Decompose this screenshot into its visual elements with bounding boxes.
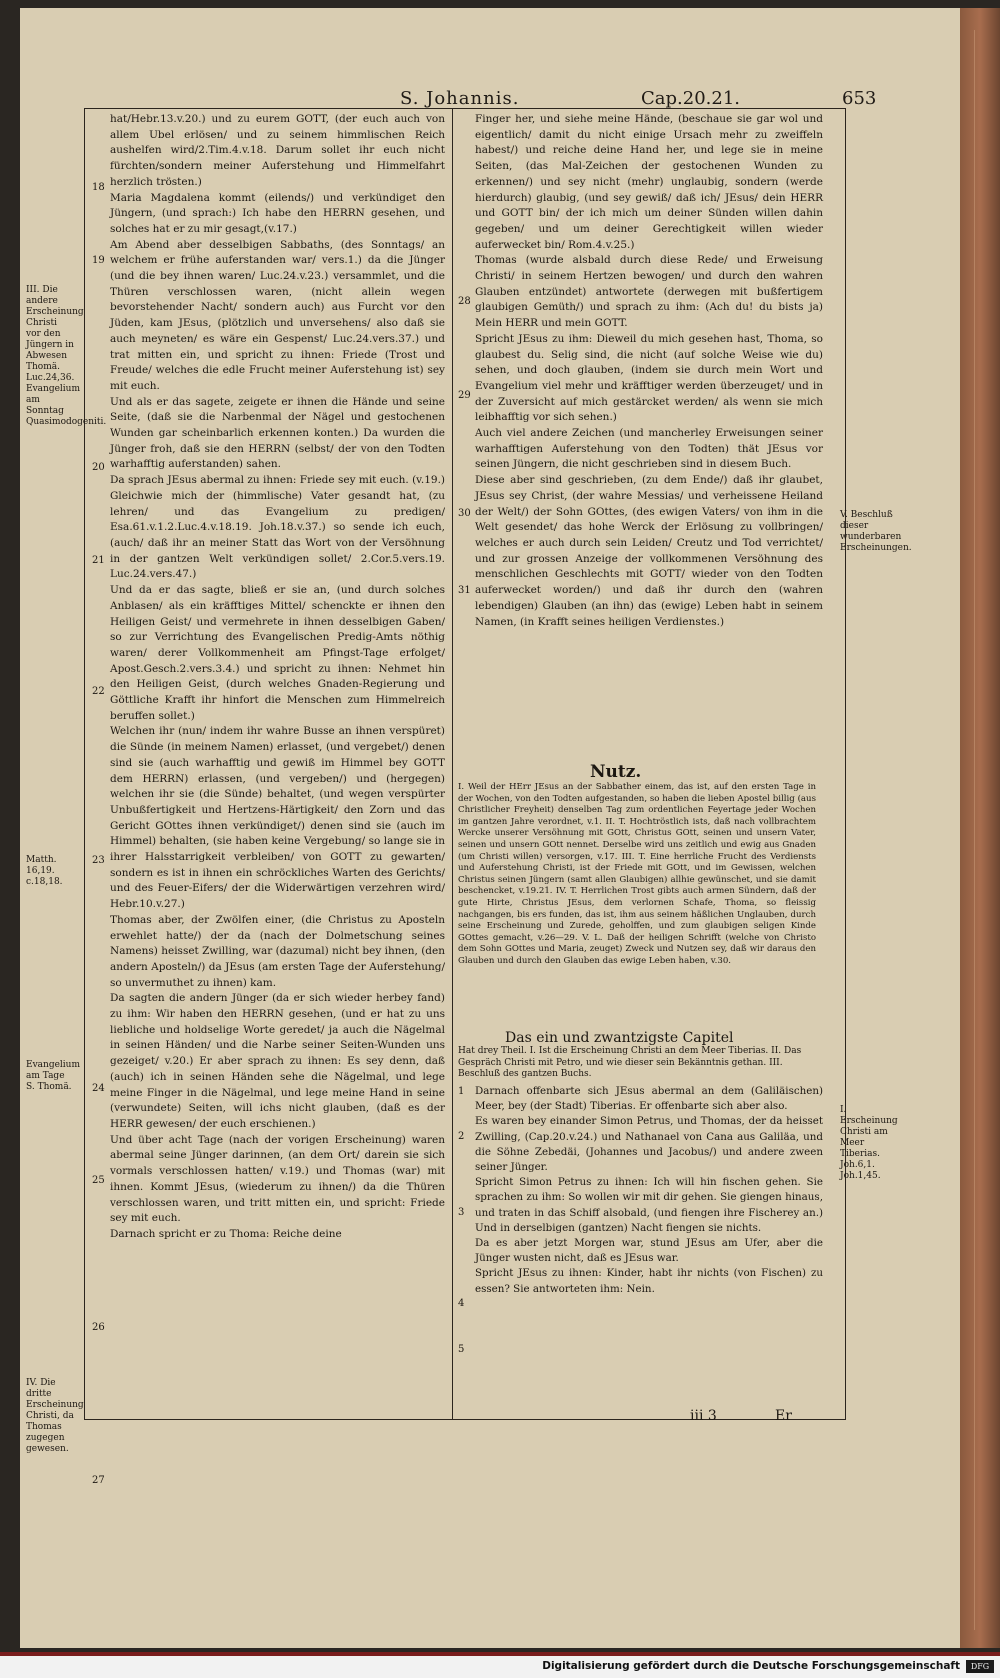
digitization-banner <box>0 1656 1000 1678</box>
chapter-21-summary: Hat drey Theil. I. Ist die Erscheinung Christi an dem Meer Tiberias. II. Das Gespräch Christi mit Petro, und wie dieser sein Bekänntnis gethan. III. Beschluß des gantzen Buchs. <box>458 1046 802 1079</box>
right-column <box>475 112 823 630</box>
ch21-verse-5: Spricht JEsus zu ihnen: Kinder, habt ihr nichts (von Fischen) zu essen? Sie antworteten ihm: Nein. <box>475 1267 823 1295</box>
column-divider <box>452 108 453 1420</box>
chapter-21-title: Das ein und zwantzigste Capitel <box>505 1030 734 1046</box>
verse-number: 3 <box>458 1207 465 1218</box>
verse-number: 21 <box>92 555 105 566</box>
verse-number: 5 <box>458 1344 465 1355</box>
banner-text: Digitalisierung gefördert durch die Deutsche Forschungsgemeinschaft <box>542 1660 960 1672</box>
verse-number: 28 <box>458 296 471 307</box>
book-title: S. Johannis. <box>400 88 520 109</box>
chapter-ref: Cap.20.21. <box>641 88 740 109</box>
verse-number: 27 <box>92 1475 105 1486</box>
margin-note-tiberias: I. Erscheinung Christi am Meer Tiberias. Joh.6,1. Joh.1,45. <box>840 1105 898 1181</box>
verse-19: Am Abend aber desselbigen Sabbaths, (des Sonntags/ an welchem er frühe auferstanden war/ vers.1.) da die Jünger (und die bey ihnen waren/ Luc.24.v.23.) versammlet, und die Thüren verschlossen waren, (nicht allein wegen bevorstehender Nacht/ sondern auch) aus Furcht vor den Jüden, kam JEsus, (plötzlich und unversehens/ also daß sie auch meyneten/ es wäre ein Gespenst/ Luc.24.vers.37.) und trat mitten ein, und spricht zu ihnen: Friede (Trost und Freude/ welches die edle Frucht meiner Auferstehung ist) sey mit euch. <box>110 238 445 392</box>
verse-number: 22 <box>92 686 105 697</box>
chapter-21-verses <box>475 1084 823 1297</box>
page-number: 653 <box>842 88 877 109</box>
catchword: Er <box>775 1408 792 1424</box>
verse-number: 2 <box>458 1131 465 1142</box>
verse-29: Spricht JEsus zu ihm: Dieweil du mich gesehen hast, Thoma, so glaubest du. Selig sind, die nicht (auf solche Weise wie du) sehen, und doch glauben, (indem sie durch mein Wort und Evangelium viel mehr und kräfftiger werden überzeuget/ und in der Zuversicht auf mich gestärcket werden/ als wenn sie mich leibhafftig vor sich sehen.) <box>475 332 823 424</box>
verse-28: Thomas (wurde alsbald durch diese Rede/ und Erweisung Christi/ in seinem Hertzen bewogen/ und durch den wahren Glauben entzündet) antwortete (derwegen mit bußfertigem glaubigen Gemüth/) und sprach zu ihm: (Ach du! du bists ja) Mein HERR und mein GOTT. <box>475 254 823 330</box>
verse-31: Diese aber sind geschrieben, (zu dem Ende/) daß ihr glaubet, JEsus sey Christ, (der wahre Messias/ und verheissene Heiland der Welt/) der Sohn GOttes, (des ewigen Vaters/ von ihm in die Welt gesendet/ das hohe Werck der Erlösung zu vollbringen/ welches er auch durch sein Leiden/ Creutz und Tod verrichtet/ und zur grossen Anzeige der vollkommenen Versöhnung des menschlichen Geschlechts mit GOTT/ wieder von den Todten auferwecket worden/) und daß ihr durch den (wahren lebendigen) Glauben (an ihn) das (ewige) Leben habt in seinem Namen, (in Krafft seines heiligen Verdienstes.) <box>475 474 823 628</box>
verse-26: Und über acht Tage (nach der vorigen Erscheinung) waren abermal seine Jünger darinnen, (an dem Ort/ darein sie sich vormals verschlossen hatten/ v.19.) und Thomas (war) mit ihnen. Kommt JEsus, (wiederum zu ihnen/) da die Thüren verschlossen waren, und tritt mitten ein, und spricht: Friede sey mit euch. <box>110 1133 445 1225</box>
verse-number: 29 <box>458 390 471 401</box>
nutz-heading: Nutz. <box>590 762 642 782</box>
verse-number: 25 <box>92 1175 105 1186</box>
book-binding <box>960 8 1000 1648</box>
ch21-verse-3: Spricht Simon Petrus zu ihnen: Ich will hin fischen gehen. Sie sprachen zu ihm: So wollen wir mit dir gehen. Sie giengen hinaus, und traten in das Schiff alsobald, (und fiengen ihre Fischerey an.) Und in derselbigen (gantzen) Nacht fiengen sie nichts. <box>475 1176 823 1234</box>
verse-24: Thomas aber, der Zwölfen einer, (die Christus zu Aposteln erwehlet hatte/) der da (nach der Dolmetschung seines Namens) heisset Zwilling, war (dazumal) nicht bey ihnen, (den andern Aposteln/) da JEsus (am ersten Tage der Auferstehung/ so unvermuthet zu ihnen) kam. <box>110 913 445 989</box>
verse-number: 24 <box>92 1083 105 1094</box>
verse-number: 30 <box>458 508 471 519</box>
ch21-verse-4: Da es aber jetzt Morgen war, stund JEsus am Ufer, aber die Jünger wusten nicht, daß es JEsus war. <box>475 1237 823 1265</box>
verse-number: 1 <box>458 1086 465 1097</box>
verse-30: Auch viel andere Zeichen (und mancherley Erweisungen seiner warhafftigen Auferstehung von den Todten) thät JEsus vor seinen Jüngern, die nicht geschrieben sind in diesem Buch. <box>475 427 823 471</box>
verse-number: 20 <box>92 462 105 473</box>
margin-note-thomas-day: Evangelium am Tage S. Thomä. <box>26 1060 80 1092</box>
signature-mark: iii 3 <box>690 1408 717 1424</box>
verse-number: 4 <box>458 1298 465 1309</box>
verse-number: 18 <box>92 182 105 193</box>
verse-22: Und da er das sagte, bließ er sie an, (und durch solches Anblasen/ als ein kräfftiges Mittel/ schenckte er ihnen den Heiligen Geist/ und vermehrete in ihnen desselbigen Gaben/ so zur Verrichtung des Evangelischen Predig-Amts nöthig waren/ derer Vollkommenheit am Pfingst-Tage erfolget/ Apost.Gesch.2.vers.3.4.) und spricht zu ihnen: Nehmet hin den Heiligen Geist, (durch welches Gnaden-Regierung und Göttliche Krafft ihr hinfort die Menschen zum Himmelreich beruffen sollet.) <box>110 584 445 722</box>
verse-18: Maria Magdalena kommt (eilends/) und verkündiget den Jüngern, (und sprach:) Ich habe den HERRN gesehen, und solches hat er zu mir gesagt,(v.17.) <box>110 191 445 235</box>
verse-27-start: Darnach spricht er zu Thoma: Reiche deine <box>110 1227 342 1240</box>
dfg-logo: DFG <box>966 1660 994 1673</box>
running-header <box>95 88 877 110</box>
margin-note-matthew: Matth. 16,19. c.18,18. <box>26 855 63 887</box>
verse-27-end: Finger her, und siehe meine Hände, (beschaue sie gar wol und eigentlich/ damit du nicht einige Ursach mehr zu zweiffeln habest/) und reiche deine Hand her, und lege sie in meine Seiten, (das Mal-Zeichen der gestochenen Wunden zu erkennen/) und sey nicht (mehr) unglaubig, sondern (werde hierdurch) glaubig, (und sey gewiß/ daß ich/ JEsus/ dein HERR und GOTT bin/ der ich mich um deiner Sünden willen dahin gegeben/ und um deiner Gerechtigkeit willen wieder auferwecket bin/ Rom.4.v.25.) <box>475 113 823 251</box>
margin-note-third-appearance: III. Die andere Erscheinung Christi vor den Jüngern in Abwesen Thomä. Luc.24,36. Evangelium am Sonntag Quasimodogeniti. <box>26 285 107 427</box>
verse-25: Da sagten die andern Jünger (da er sich wieder herbey fand) zu ihm: Wir haben den HERRN gesehen, (und er hat zu uns liebliche und holdselige Worte geredet/ ja auch die Nägelmal in seinen Händen/ und die Narbe seiner Seiten-Wunden uns gezeiget/ v.20.) Er aber sprach zu ihnen: Es sey denn, daß (auch) ich in seinen Händen sehe die Nägelmal, und lege meine Finger in die Nägelmal, und lege meine Hand in seine (verwundete) Seiten, will ichs nicht glauben, (daß es der HERR gewesen/ der euch erschienen.) <box>110 992 445 1130</box>
margin-note-conclusion: V. Beschluß dieser wunderbaren Erscheinungen. <box>840 510 912 553</box>
nutz-body: I. Weil der HErr JEsus an der Sabbather einem, das ist, auf den ersten Tage in der Wochen, von den Todten aufgestanden, so haben die lieben Apostel billig (aus Christlicher Freyheit) denselben Tag zum ordentlichen Feyertage jeder Wochen im gantzen Jahre verordnet, v.1. II. T. Hochtröstlich ists, daß nach vollbrachtem Wercke unserer Versöhnung mit GOtt, Christus GOtt, seinen und unsern Vater, seinen und unsern GOtt nennet. Derselbe wird uns zeitlich und ewig aus Gnaden (um Christi willen) versorgen, v.17. III. T. Eine herrliche Frucht des Verdiensts und Auferstehung Christi, ist der Friede mit GOtt, und im Gewissen, welchen Christus seinen Jüngern (samt allen Glaubigen) allhie gewünschet, und sie damit beschencket, v.19.21. IV. T. Herrlichen Trost gibts auch armen Sündern, daß der gute Hirte, Christus JEsus, dem verlornen Schafe, Thoma, so fleissig nachgangen, bis ers funden, das ist, ihm aus seinem häßlichen Unglauben, durch seine Erscheinung und Zurede, geholffen, und zum glaubigen seligen Kinde GOttes gemacht, v.26—29. V. L. Daß der heiligen Schrifft (welche von Christo dem Sohn GOttes und Maria, zeuget) Zweck und Nutzen sey, daß wir daraus den Glauben und durch den Glauben das ewige Leben haben, v.30. <box>458 782 816 966</box>
left-column <box>110 112 445 1243</box>
verse-number: 31 <box>458 585 471 596</box>
verse-20: Und als er das sagete, zeigete er ihnen die Hände und seine Seite, (daß sie die Narbenmal der Nägel und gestochenen Wunden gar scheinbarlich erkennen konten.) Da wurden die Jünger froh, daß sie den HERRN (selbst/ der von den Todten warhafftig auferstanden) sahen. <box>110 395 445 471</box>
margin-note-fourth-appearance: IV. Die dritte Erscheinung Christi, da Thomas zugegen gewesen. <box>26 1378 84 1454</box>
ch21-verse-1: Darnach offenbarte sich JEsus abermal an dem (Galiläischen) Meer, bey (der Stadt) Tiberias. Er offenbarte sich aber also. <box>475 1085 823 1113</box>
verse-number: 26 <box>92 1322 105 1333</box>
verse-23: Welchen ihr (nun/ indem ihr wahre Busse an ihnen verspüret) die Sünde (in meinem Namen) erlasset, (und vergebet/) denen sind sie (auch warhafftig und gewiß im Himmel bey GOTT dem HERRN) erlassen, (und vergeben/) und (hergegen) welchen ihr sie (die Sünde) behaltet, (und wegen verspürter Unbußfertigkeit und Hertzens-Härtigkeit/ den Zorn und das Gericht GOttes ihnen verkündiget/) denen sind sie (auch im Himmel) behalten, (sie haben keine Vergebung/ so lange sie in ihrer Halsstarrigkeit verbleiben/ von GOTT zu gewarten/ sondern es ist in ihnen ein schröckliches Warten des Gerichts/ und des Feuer-Eifers/ der die Widerwärtigen verzehren wird/ Hebr.10.v.27.) <box>110 725 445 911</box>
ch21-verse-2: Es waren bey einander Simon Petrus, und Thomas, der da heisset Zwilling, (Cap.20.v.24.) und Nathanael von Cana aus Galiläa, und die Söhne Zebedäi, (Johannes und Jacobus/) und andere zween seiner Jünger. <box>475 1115 823 1174</box>
binding-edge <box>974 30 975 1630</box>
verse-21: Da sprach JEsus abermal zu ihnen: Friede sey mit euch. (v.19.) Gleichwie mich der (himmlische) Vater gesandt hat, (zu lehren/ und das Evangelium zu predigen/ Esa.61.v.1.2.Luc.4.v.18.19. Joh.18.v.37.) so sende ich euch, (auch/ daß ihr an meiner Statt das Wort von der Versöhnung in der gantzen Welt verkündigen sollet/ 2.Cor.5.vers.19. Luc.24.vers.47.) <box>110 474 445 581</box>
verse-number: 19 <box>92 255 105 266</box>
verse-number: 23 <box>92 855 105 866</box>
verse-17-end: hat/Hebr.13.v.20.) und zu eurem GOTT, (der euch auch von allem Ubel erlösen/ und zu seinem himmlischen Reich aushelfen wird/2.Tim.4.v.18. Darum sollet ihr euch nicht fürchten/sondern meiner Auferstehung und Himmelfahrt herzlich trösten.) <box>110 113 445 188</box>
